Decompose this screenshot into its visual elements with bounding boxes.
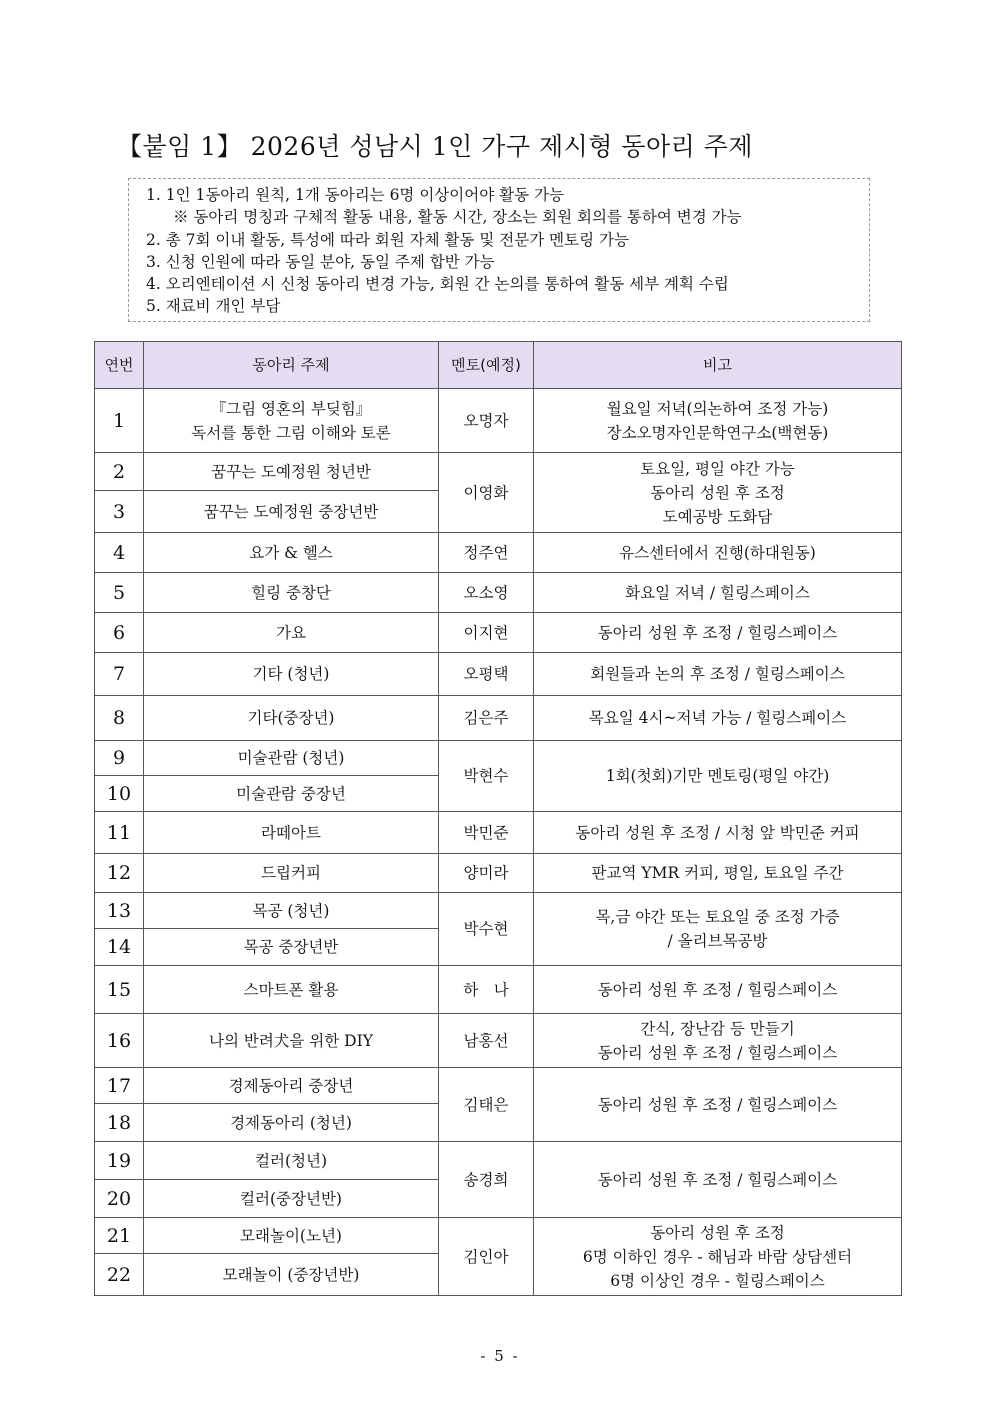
row-topic: 꿈꾸는 도예정원 청년반 — [144, 453, 439, 491]
table-row — [95, 854, 902, 893]
table-row — [95, 1218, 902, 1254]
row-num: 12 — [95, 854, 144, 893]
note-line: 6명 이상인 경우 - 힐링스페이스 — [610, 1271, 825, 1290]
row-num: 6 — [95, 613, 144, 653]
note-line-4: 4. 오리엔테이션 시 신청 동아리 변경 가능, 회원 간 논의를 통하여 활동 세부 계획 수립 — [146, 275, 729, 294]
table-row — [95, 573, 902, 613]
row-num: 11 — [95, 812, 144, 854]
table-row — [95, 453, 902, 491]
row-topic: 목공 (청년) — [144, 893, 439, 929]
row-num: 10 — [95, 776, 144, 812]
row-note — [534, 389, 902, 453]
row-num: 3 — [95, 491, 144, 533]
row-topic: 힐링 중창단 — [144, 573, 439, 613]
note-line-1: 1. 1인 1동아리 원칙, 1개 동아리는 6명 이상이어야 활동 가능 — [146, 186, 564, 204]
row-topic: 목공 중장년반 — [144, 929, 439, 966]
table-row — [95, 389, 902, 453]
row-note: 동아리 성원 후 조정 / 힐링스페이스 — [534, 1142, 902, 1218]
row-note: 동아리 성원 후 조정 / 힐링스페이스 — [534, 1068, 902, 1142]
row-note: 화요일 저녁 / 힐링스페이스 — [534, 573, 902, 613]
row-note: 동아리 성원 후 조정 / 힐링스페이스 — [534, 966, 902, 1014]
row-num: 16 — [95, 1014, 144, 1068]
row-mentor: 정주연 — [439, 533, 534, 573]
row-mentor: 오소영 — [439, 573, 534, 613]
table-row — [95, 653, 902, 696]
note-line: 도예공방 도화담 — [662, 507, 773, 526]
row-num: 19 — [95, 1142, 144, 1180]
note-line-5: 5. 재료비 개인 부담 — [146, 297, 281, 316]
row-mentor: 오평택 — [439, 653, 534, 696]
row-note — [534, 1218, 902, 1296]
row-topic: 컬러(청년) — [144, 1142, 439, 1180]
table-header-row — [95, 342, 902, 389]
club-topic-table — [94, 341, 902, 1296]
row-topic: 라떼아트 — [144, 812, 439, 854]
row-note: 판교역 YMR 커피, 평일, 토요일 주간 — [534, 854, 902, 893]
table-row — [95, 1014, 902, 1068]
note-line-3: 3. 신청 인원에 따라 동일 분야, 동일 주제 합반 가능 — [146, 252, 495, 271]
row-note: 1회(첫회)기만 멘토링(평일 야간) — [534, 741, 902, 812]
row-num: 8 — [95, 696, 144, 741]
row-num: 7 — [95, 653, 144, 696]
table-row — [95, 1068, 902, 1104]
row-topic: 드립커피 — [144, 854, 439, 893]
row-num: 4 — [95, 533, 144, 573]
row-topic: 모래놀이 (중장년반) — [144, 1254, 439, 1296]
table-row — [95, 533, 902, 573]
row-num: 22 — [95, 1254, 144, 1296]
row-topic: 스마트폰 활용 — [144, 966, 439, 1014]
row-topic — [144, 389, 439, 453]
header-num: 연번 — [95, 342, 144, 389]
row-note — [534, 893, 902, 966]
notes-box — [128, 178, 870, 322]
table-row — [95, 893, 902, 929]
note-line-2: 2. 총 7회 이내 활동, 특성에 따라 회원 자체 활동 및 전문가 멘토링 가능 — [146, 230, 629, 249]
note-line-sub: ※ 동아리 명칭과 구체적 활동 내용, 활동 시간, 장소는 회원 회의를 통하여 변경 가능 — [173, 208, 742, 227]
row-topic: 모래놀이(노년) — [144, 1218, 439, 1254]
table-row — [95, 966, 902, 1014]
row-mentor: 하 나 — [439, 966, 534, 1014]
row-note: 유스센터에서 진행(하대원동) — [534, 533, 902, 573]
row-topic: 꿈꾸는 도예정원 중장년반 — [144, 491, 439, 533]
note-line: 목,금 야간 또는 토요일 중 조정 가증 — [595, 908, 840, 926]
row-mentor: 이지현 — [439, 613, 534, 653]
header-mentor: 멘토(예정) — [439, 342, 534, 389]
note-line: 동아리 성원 후 조정 — [650, 1223, 785, 1242]
row-mentor: 양미라 — [439, 854, 534, 893]
header-note: 비고 — [534, 342, 902, 389]
note-line: / 올리브목공방 — [667, 932, 768, 950]
row-topic: 경제동아리 중장년 — [144, 1068, 439, 1104]
row-num: 15 — [95, 966, 144, 1014]
header-topic: 동아리 주제 — [144, 342, 439, 389]
note-line: 토요일, 평일 야간 가능 — [640, 459, 795, 478]
row-note: 회원들과 논의 후 조정 / 힐링스페이스 — [534, 653, 902, 696]
row-topic: 요가 & 헬스 — [144, 533, 439, 573]
note-line: 간식, 장난감 등 만들기 — [640, 1019, 795, 1038]
row-topic: 가요 — [144, 613, 439, 653]
row-topic: 컬러(중장년반) — [144, 1180, 439, 1218]
row-mentor: 남홍선 — [439, 1014, 534, 1068]
row-num: 9 — [95, 741, 144, 776]
row-mentor: 김인아 — [439, 1218, 534, 1296]
row-num: 1 — [95, 389, 144, 453]
page-title: 【붙임 1】 2026년 성남시 1인 가구 제시형 동아리 주제 — [117, 132, 754, 161]
row-num: 13 — [95, 893, 144, 929]
note-line: 장소오명자인문학연구소(백현동) — [606, 423, 829, 442]
row-topic: 기타(중장년) — [144, 696, 439, 741]
row-topic: 나의 반려犬을 위한 DIY — [144, 1014, 439, 1068]
row-num: 2 — [95, 453, 144, 491]
row-mentor: 오명자 — [439, 389, 534, 453]
row-note — [534, 1014, 902, 1068]
row-num: 17 — [95, 1068, 144, 1104]
topic-line: 독서를 통한 그림 이해와 토론 — [191, 423, 391, 442]
row-mentor: 김은주 — [439, 696, 534, 741]
row-mentor: 박민준 — [439, 812, 534, 854]
topic-line: 『그림 영혼의 부딪힘』 — [210, 399, 372, 418]
table-row — [95, 696, 902, 741]
table-row — [95, 812, 902, 854]
row-note: 목요일 4시~저녁 가능 / 힐링스페이스 — [534, 696, 902, 741]
page-number: - 5 - — [480, 1347, 520, 1365]
row-mentor: 이영화 — [439, 453, 534, 533]
row-mentor: 김태은 — [439, 1068, 534, 1142]
row-note: 동아리 성원 후 조정 / 시청 앞 박민준 커피 — [534, 812, 902, 854]
row-note — [534, 453, 902, 533]
note-line: 동아리 성원 후 조정 / 힐링스페이스 — [597, 1043, 838, 1062]
table-row — [95, 741, 902, 776]
row-topic: 기타 (청년) — [144, 653, 439, 696]
row-topic: 미술관람 중장년 — [144, 776, 439, 812]
row-num: 20 — [95, 1180, 144, 1218]
table-row — [95, 1142, 902, 1180]
row-num: 18 — [95, 1104, 144, 1142]
row-num: 5 — [95, 573, 144, 613]
row-topic: 경제동아리 (청년) — [144, 1104, 439, 1142]
row-mentor: 박현수 — [439, 741, 534, 812]
row-topic: 미술관람 (청년) — [144, 741, 439, 776]
note-line: 동아리 성원 후 조정 — [650, 483, 785, 502]
row-num: 21 — [95, 1218, 144, 1254]
table-row — [95, 613, 902, 653]
note-line: 월요일 저녁(의논하여 조정 가능) — [606, 399, 829, 418]
row-note: 동아리 성원 후 조정 / 힐링스페이스 — [534, 613, 902, 653]
row-mentor: 박수현 — [439, 893, 534, 966]
note-line: 6명 이하인 경우 - 해님과 바람 상담센터 — [582, 1247, 853, 1266]
row-num: 14 — [95, 929, 144, 966]
row-mentor: 송경희 — [439, 1142, 534, 1218]
